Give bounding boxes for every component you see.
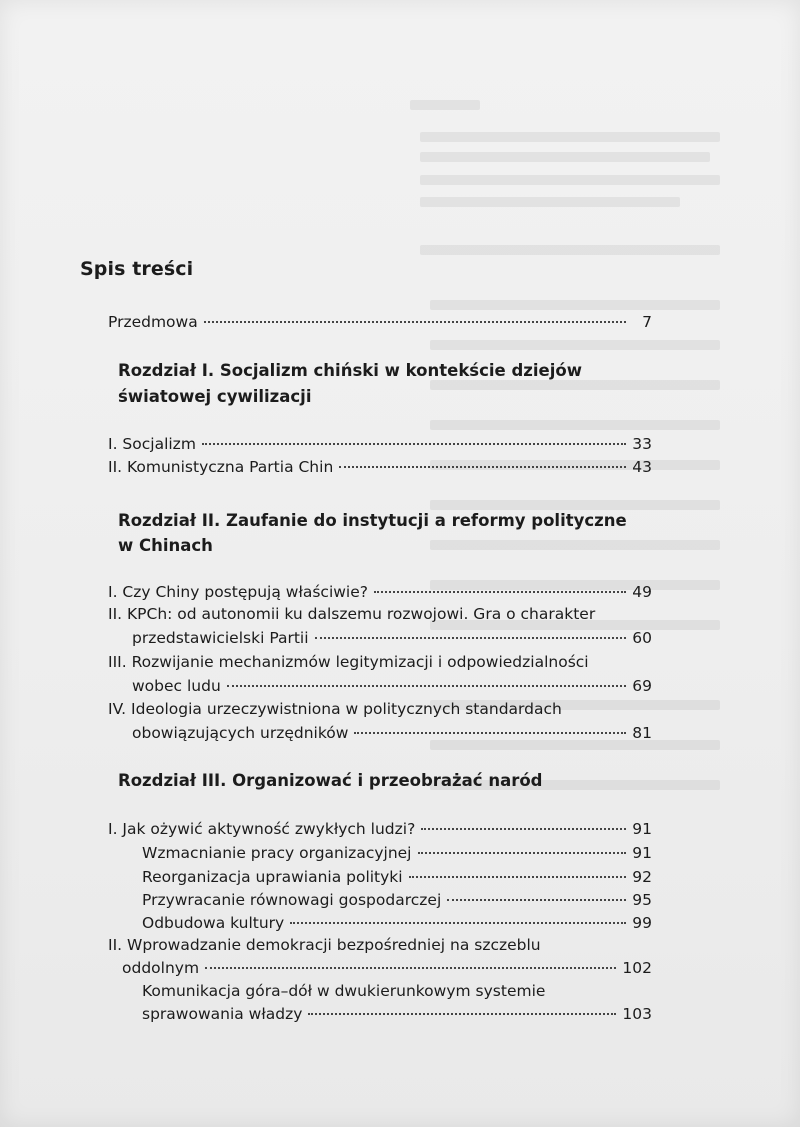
dot-leader: [227, 684, 626, 687]
page-number: 60: [632, 629, 652, 647]
entry-title: Reorganizacja uprawiania polityki: [142, 868, 403, 886]
dot-leader: [315, 636, 626, 639]
toc-entry-jak-ozywic[interactable]: [108, 817, 652, 841]
dot-leader: [339, 465, 626, 468]
page-number: 103: [622, 1005, 652, 1023]
page-number: 92: [632, 868, 652, 886]
entry-title: Przedmowa: [108, 313, 198, 331]
chapter-3-title-line1: Rozdział III. Organizować i przeobrażać naród: [118, 771, 543, 790]
toc-entry-ideologia-line1: IV. Ideologia urzeczywistniona w politycznych standardach: [108, 700, 562, 718]
entry-title: Odbudowa kultury: [142, 914, 285, 932]
toc-subentry-komunikacja-line1: Komunikacja góra–dół w dwukierunkowym systemie: [142, 982, 546, 1000]
toc-subentry-wzmacnianie[interactable]: [142, 841, 652, 865]
toc-entry-legitymizacja-line1: III. Rozwijanie mechanizmów legitymizacji i odpowiedzialności: [108, 653, 589, 671]
page-number: 33: [632, 435, 652, 453]
toc-subentry-przywracanie[interactable]: [142, 888, 652, 912]
dot-leader: [418, 851, 627, 854]
toc-entry-czy-chiny[interactable]: [108, 580, 652, 604]
dot-leader: [308, 1012, 616, 1015]
entry-title: Przywracanie równowagi gospodarczej: [142, 891, 442, 909]
page-number: 7: [642, 313, 652, 331]
entry-title: I. Jak ożywić aktywność zwykłych ludzi?: [108, 820, 416, 838]
page-number: 99: [632, 914, 652, 932]
page-number: 69: [632, 677, 652, 695]
toc-subentry-reorganizacja[interactable]: [142, 865, 652, 889]
entry-title: obowiązujących urzędników: [132, 724, 349, 742]
page-number: 102: [622, 959, 652, 977]
toc-subentry-odbudowa[interactable]: [142, 911, 652, 935]
entry-title: I. Socjalizm: [108, 435, 196, 453]
dot-leader: [421, 827, 626, 830]
chapter-2-title-line2: w Chinach: [118, 536, 213, 555]
chapter-1-title-line2: światowej cywilizacji: [118, 387, 312, 406]
toc-entry-kpch[interactable]: [108, 455, 652, 479]
toc-entry-demokracja[interactable]: [122, 956, 652, 980]
entry-title: wobec ludu: [132, 677, 221, 695]
dot-leader: [409, 875, 626, 878]
toc-entry-socjalizm[interactable]: [108, 432, 652, 456]
toc-entry-preface[interactable]: [108, 310, 652, 334]
page-number: 49: [632, 583, 652, 601]
entry-title: przedstawicielski Partii: [132, 629, 309, 647]
dot-leader: [354, 731, 626, 734]
entry-title: II. Komunistyczna Partia Chin: [108, 458, 334, 476]
page-number: 43: [632, 458, 652, 476]
entry-title: I. Czy Chiny postępują właściwie?: [108, 583, 368, 601]
dot-leader: [202, 442, 626, 445]
page-number: 91: [632, 844, 652, 862]
entry-title: oddolnym: [122, 959, 200, 977]
entry-title: sprawowania władzy: [142, 1005, 303, 1023]
page-number: 95: [632, 891, 652, 909]
toc-heading: Spis treści: [80, 258, 194, 280]
entry-title: Wzmacnianie pracy organizacyjnej: [142, 844, 412, 862]
page-number: 91: [632, 820, 652, 838]
page-number: 81: [632, 724, 652, 742]
toc-entry-legitymizacja[interactable]: [132, 674, 652, 698]
dot-leader: [447, 898, 626, 901]
dot-leader: [205, 966, 616, 969]
dot-leader: [204, 320, 626, 323]
chapter-1-title-line1: Rozdział I. Socjalizm chiński w kontekście dziejów: [118, 361, 582, 380]
toc-entry-demokracja-line1: II. Wprowadzanie demokracji bezpośredniej na szczeblu: [108, 936, 541, 954]
chapter-2-title-line1: Rozdział II. Zaufanie do instytucji a reformy polityczne: [118, 511, 627, 530]
dot-leader: [374, 590, 626, 593]
toc-entry-kpch-autonomia-line1: II. KPCh: od autonomii ku dalszemu rozwojowi. Gra o charakter: [108, 605, 596, 623]
dot-leader: [290, 921, 626, 924]
toc-entry-ideologia[interactable]: [132, 721, 652, 745]
toc-entry-kpch-autonomia[interactable]: [132, 626, 652, 650]
toc-subentry-komunikacja[interactable]: [142, 1002, 652, 1026]
